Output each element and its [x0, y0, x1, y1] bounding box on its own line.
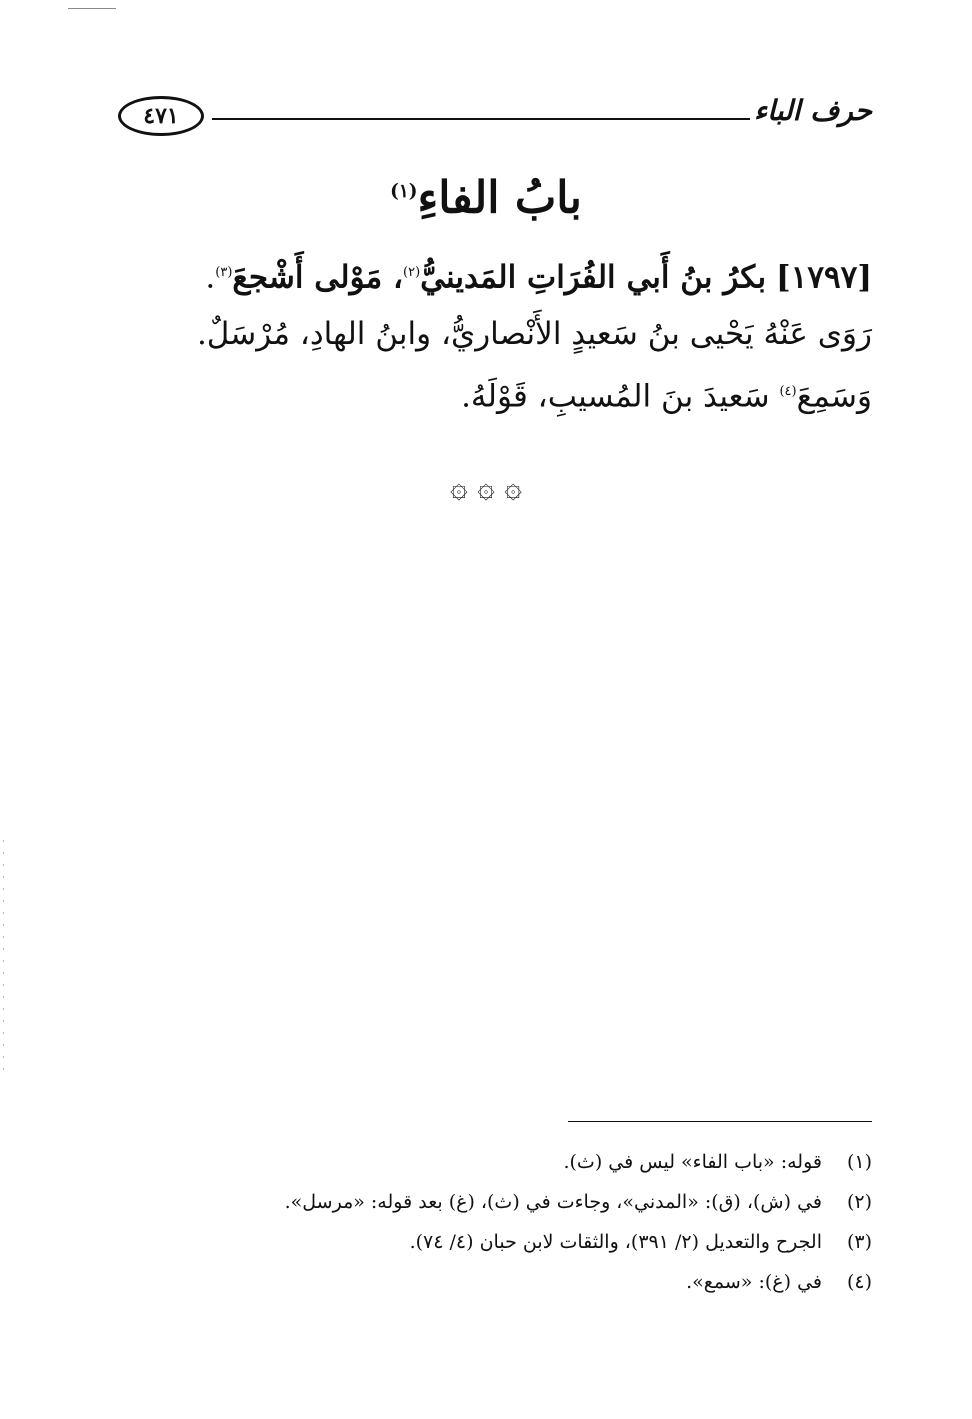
footnote-number: (٢) [846, 1191, 872, 1213]
page-number: ٤٧١ [143, 103, 179, 129]
chapter-title: حرف الباء [754, 94, 872, 127]
entry-line-3-start: وَسَمِعَ [796, 378, 872, 415]
margin-dots [3, 840, 4, 1080]
footnote-text: في (ش)، (ق): «المدني»، وجاءت في (ث)، (غ) بعد قوله: «مرسل». [284, 1191, 822, 1213]
footnote-text: الجرح والتعديل (٢/ ٣٩١)، والثقات لابن حبان (٤/ ٧٤). [409, 1231, 822, 1253]
ornament-divider: ۞ ۞ ۞ [450, 470, 522, 505]
footnote-item [232, 1262, 872, 1302]
footnote-ref-1: (١) [390, 181, 418, 202]
entry-body [92, 244, 872, 426]
top-edge-mark [68, 8, 116, 9]
section-title [0, 160, 972, 231]
entry-name: بكرُ بنُ أَبي الفُرَاتِ المَدينيُّ [420, 259, 767, 296]
page-number-badge [118, 96, 204, 136]
entry-number: [١٧٩٧] [776, 259, 872, 296]
entry-line-1 [92, 244, 872, 306]
footnote-ref-2: (٢) [402, 265, 421, 280]
footnote-ref-3: (٣) [215, 265, 233, 280]
footnote-item [232, 1182, 872, 1222]
entry-mawla: ، مَوْلى أَشْجعَ [232, 259, 403, 296]
footnote-text: في (غ): «سمع». [686, 1271, 822, 1293]
footnote-number: (١) [846, 1151, 872, 1173]
footnote-number: (٣) [846, 1231, 872, 1253]
footnote-ref-4: (٤) [779, 384, 797, 400]
section-title-text: بابُ الفاءِ [417, 172, 582, 224]
header-rule [212, 118, 750, 120]
page-header [118, 92, 872, 148]
footnote-text: قوله: «باب الفاء» ليس في (ث). [563, 1151, 822, 1173]
footnotes [232, 1142, 872, 1302]
footnote-item [232, 1222, 872, 1262]
entry-line-1-end: . [205, 259, 216, 296]
footnote-rule [568, 1121, 872, 1122]
entry-line-3 [92, 363, 872, 425]
footnote-number: (٤) [846, 1271, 872, 1293]
entry-line-2: رَوَى عَنْهُ يَحْيى بنُ سَعيدٍ الأَنْصاريُّ، وابنُ الهادِ، مُرْسَلٌ. [196, 316, 872, 353]
entry-line-3-rest: سَعيدَ بنَ المُسيبِ، قَوْلَهُ. [461, 378, 780, 415]
footnote-item [232, 1142, 872, 1182]
